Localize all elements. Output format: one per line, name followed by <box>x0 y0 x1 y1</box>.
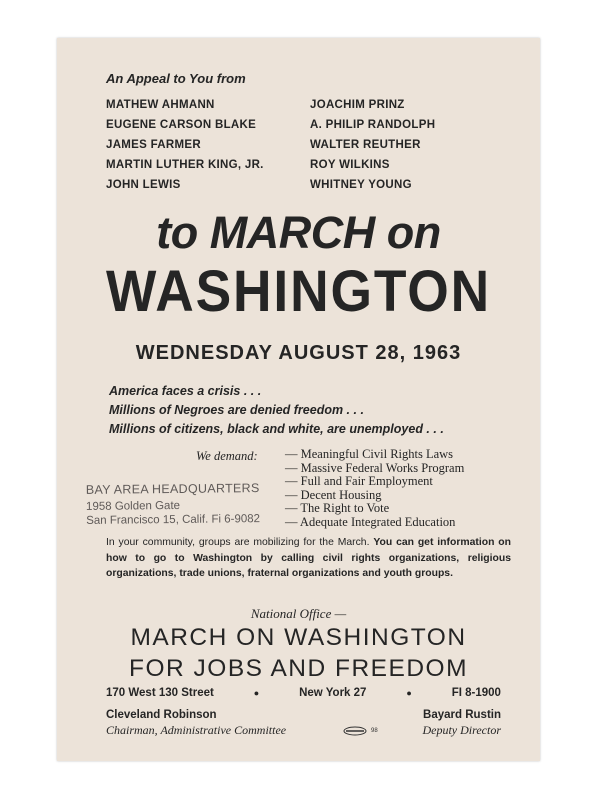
community-text: In your community, groups are mobilizing for the March. <box>106 537 374 548</box>
demands-list <box>285 448 464 530</box>
bay-area-stamp <box>86 481 260 527</box>
street-address: 170 West 130 Street <box>106 687 214 699</box>
demand-item: — Decent Housing <box>285 487 382 502</box>
community-bold-text: You can get information on how to go to Washington by calling civil rights organizations, religious organizations, trade unions, fraternal organizations and youth groups. <box>106 537 511 579</box>
crisis-line: Millions of citizens, black and white, are unemployed . . . <box>109 422 444 436</box>
crisis-statement <box>109 382 444 439</box>
phone-number: FI 8-1900 <box>451 687 501 699</box>
signature-deputy <box>422 708 501 738</box>
national-office-label: National Office — <box>250 606 347 621</box>
name-item: JOACHIM PRINZ <box>310 99 405 111</box>
demand-item: — Adequate Integrated Education <box>285 514 456 529</box>
crisis-line: Millions of Negroes are denied freedom . . . <box>109 403 364 417</box>
deputy-name: Bayard Rustin <box>423 709 501 721</box>
demand-item: — Meaningful Civil Rights Laws <box>285 447 454 461</box>
name-item: JOHN LEWIS <box>106 179 181 191</box>
organization-name-line2: FOR JOBS AND FREEDOM <box>128 655 468 682</box>
names-right-column <box>310 95 435 195</box>
community-paragraph <box>106 535 511 582</box>
event-date: WEDNESDAY AUGUST 28, 1963 <box>135 342 462 364</box>
crisis-line: America faces a crisis . . . <box>109 384 262 398</box>
headline-to-march-on: to MARCH on <box>156 207 441 258</box>
office-address <box>106 687 501 699</box>
names-left-column <box>106 95 264 195</box>
name-item: WHITNEY YOUNG <box>310 179 412 191</box>
union-label-icon <box>343 726 378 736</box>
bullet-icon: ● <box>406 688 412 698</box>
demands-label: We demand: <box>196 449 258 463</box>
city-address: New York 27 <box>299 687 367 699</box>
chairman-name: Cleveland Robinson <box>106 709 217 721</box>
name-item: EUGENE CARSON BLAKE <box>106 119 257 131</box>
name-item: MARTIN LUTHER KING, JR. <box>106 159 264 171</box>
demand-item: — Massive Federal Works Program <box>285 460 465 475</box>
stamp-title: BAY AREA HEADQUARTERS <box>85 481 260 497</box>
name-item: A. PHILIP RANDOLPH <box>310 119 436 131</box>
name-item: ROY WILKINS <box>310 159 390 171</box>
poster-sheet <box>57 38 540 761</box>
organization-name-line1: MARCH ON WASHINGTON <box>130 624 467 651</box>
demand-item: — The Right to Vote <box>285 501 390 516</box>
union-bug-number: 98 <box>371 728 378 734</box>
appeal-intro: An Appeal to You from <box>106 71 246 86</box>
name-item: MATHEW AHMANN <box>106 99 215 111</box>
demand-item: — Full and Fair Employment <box>285 474 433 489</box>
stamp-city-phone: San Francisco 15, Calif. Fi 6-9082 <box>86 513 261 527</box>
signature-chairman <box>106 708 286 738</box>
union-bug-icon <box>343 726 367 736</box>
bullet-icon: ● <box>253 688 260 698</box>
name-item: JAMES FARMER <box>106 139 201 151</box>
deputy-role: Deputy Director <box>422 723 501 737</box>
stamp-address: 1958 Golden Gate <box>85 499 181 513</box>
name-item: WALTER REUTHER <box>310 139 421 151</box>
headline-washington: WASHINGTON <box>105 259 492 324</box>
chairman-role: Chairman, Administrative Committee <box>106 723 287 737</box>
